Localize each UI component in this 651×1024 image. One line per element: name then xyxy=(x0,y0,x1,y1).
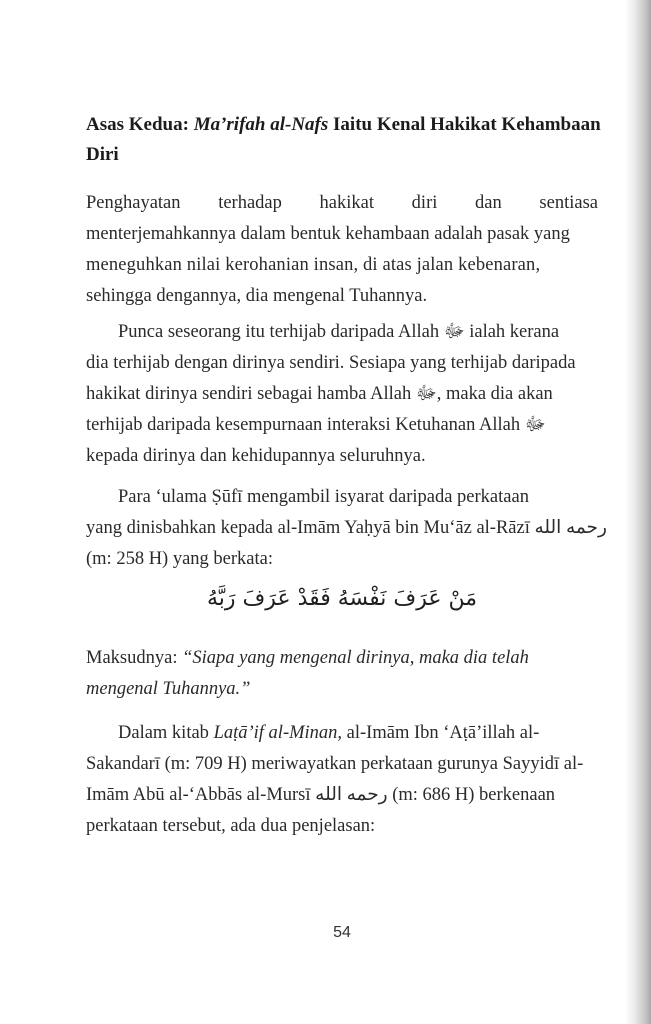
paragraph-3-line: Para ‘ulama Ṣūfī mengambil isyarat daripada perkataan xyxy=(118,487,529,507)
translation-text: “Siapa yang mengenal dirinya, maka dia telah xyxy=(182,648,529,668)
section-heading xyxy=(86,110,601,170)
paragraph-1-line: menterjemahkannya dalam bentuk kehambaan adalah pasak yang xyxy=(86,224,570,244)
paragraph-4-line: Imām Abū al-‘Abbās al-Mursī رحمه الله (m: 686 H) berkenaan xyxy=(86,785,556,805)
heading-line-2: Diri xyxy=(86,144,119,165)
paragraph-3 xyxy=(86,482,607,575)
arabic-quote: مَنْ عَرَفَ نَفْسَهُ فَقَدْ عَرَفَ رَبَّهُ xyxy=(206,586,478,611)
page-number: 54 xyxy=(333,924,351,941)
paragraph-4 xyxy=(86,718,598,842)
translation-label: Maksudnya: xyxy=(86,648,183,668)
paragraph-3-line: (m: 258 H) yang berkata: xyxy=(86,549,273,569)
heading-italic-term: Ma’rifah al-Nafs xyxy=(193,114,329,135)
paragraph-4-rest: al-Imām Ibn ‘Aṭā’illah al- xyxy=(342,723,540,743)
paragraph-3-line: yang dinisbahkan kepada al-Imām Yaḥyā bin Mu‘āz al-Rāzī رحمه الله xyxy=(86,518,607,538)
paragraph-4-prefix: Dalam kitab xyxy=(118,723,214,743)
paragraph-4-line: perkataan tersebut, ada dua penjelasan: xyxy=(86,816,376,836)
paragraph-1 xyxy=(86,188,598,312)
heading-prefix: Asas Kedua: xyxy=(86,114,194,135)
paragraph-1-line: meneguhkan nilai kerohanian insan, di atas jalan kebenaran, xyxy=(86,255,541,275)
paragraph-2-line: hakikat dirinya sendiri sebagai hamba Allah ﷻ, maka dia akan xyxy=(86,384,553,404)
paragraph-2-line: Punca seseorang itu terhijab daripada Allah ﷻ ialah kerana xyxy=(118,322,560,342)
book-title: Laṭā’if al-Minan, xyxy=(213,723,343,743)
paragraph-4-line: Sakandarī (m: 709 H) meriwayatkan perkataan gurunya Sayyidī al- xyxy=(86,754,584,774)
paragraph-2-line: kepada dirinya dan kehidupannya seluruhnya. xyxy=(86,446,426,466)
paragraph-2-line: dia terhijab dengan dirinya sendiri. Sesiapa yang terhijab daripada xyxy=(86,353,576,373)
translation-text-line-2: mengenal Tuhannya.” xyxy=(86,679,251,699)
paragraph-1-line: Penghayatan terhadap hakikat diri dan sentiasa xyxy=(86,193,598,213)
heading-rest: Iaitu Kenal Hakikat Kehambaan xyxy=(328,114,601,135)
paragraph-1-line: sehingga dengannya, dia mengenal Tuhannya. xyxy=(86,286,428,306)
paragraph-2-line: terhijab daripada kesempurnaan interaksi Ketuhanan Allah ﷻ xyxy=(86,415,546,435)
paragraph-2 xyxy=(86,317,598,472)
book-spine-shadow xyxy=(625,0,651,1024)
translation xyxy=(86,643,598,705)
